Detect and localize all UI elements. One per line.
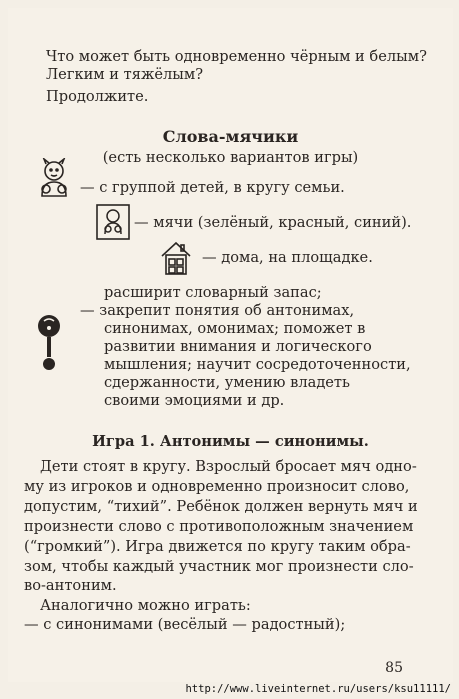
section-title: Слова-мячики — [162, 127, 299, 146]
intro-line-1: Что может быть одновременно чёрным и белым? — [46, 48, 427, 65]
benefit-line-5: мышления; научит сосредоточенности, — [104, 356, 411, 373]
house-icon — [160, 240, 192, 276]
benefit-line-3: синонимах, омонимах; поможет в — [104, 320, 366, 337]
game-text-line-2: му из игроков и одновременно произносит слово, — [24, 478, 410, 495]
ball-icon — [96, 204, 130, 240]
game-text-line-6: зом, чтобы каждый участник мог произнести сло- — [24, 558, 414, 575]
option-text-3: — дома, на площадке. — [202, 249, 373, 266]
game-text-line-1: Дети стоят в кругу. Взрослый бросает мяч одно- — [40, 458, 417, 475]
section-subtitle: (есть несколько вариантов игры) — [102, 149, 359, 166]
option-text-2: — мячи (зелёный, красный, синий). — [134, 214, 412, 231]
intro-line-2: Легким и тяжёлым? — [46, 66, 204, 83]
benefit-line-1: расширит словарный запас; — [104, 284, 322, 301]
game-text-line-5: (“громкий”). Игра движется по кругу таким обра- — [24, 538, 411, 555]
game-text-line-8: Аналогично можно играть: — [40, 597, 251, 614]
intro-line-3: Продолжите. — [46, 88, 149, 105]
benefit-line-2: — закрепит понятия об антонимах, — [80, 302, 355, 319]
benefit-line-4: развитии внимания и логического — [104, 338, 372, 355]
book-page — [8, 8, 453, 682]
benefit-line-7: своими эмоциями и др. — [104, 392, 285, 409]
children-icon — [34, 158, 74, 200]
game-text-line-3: допустим, “тихий”. Ребёнок должен вернуть мяч и — [24, 498, 418, 515]
game-title: Игра 1. Антонимы — синонимы. — [92, 433, 369, 450]
option-text-1: — с группой детей, в кругу семьи. — [80, 179, 345, 196]
game-text-line-7: во-антоним. — [24, 577, 117, 594]
game-text-line-9: — с синонимами (весёлый — радостный); — [24, 616, 346, 633]
page-number: 85 — [385, 660, 403, 676]
benefit-line-6: сдержанности, умению владеть — [104, 374, 350, 391]
game-text-line-4: произнести слово с противоположным значением — [24, 518, 414, 535]
source-url-link[interactable]: http://www.liveinternet.ru/users/ksu11111/ — [185, 683, 451, 695]
lightbulb-icon — [36, 313, 62, 371]
